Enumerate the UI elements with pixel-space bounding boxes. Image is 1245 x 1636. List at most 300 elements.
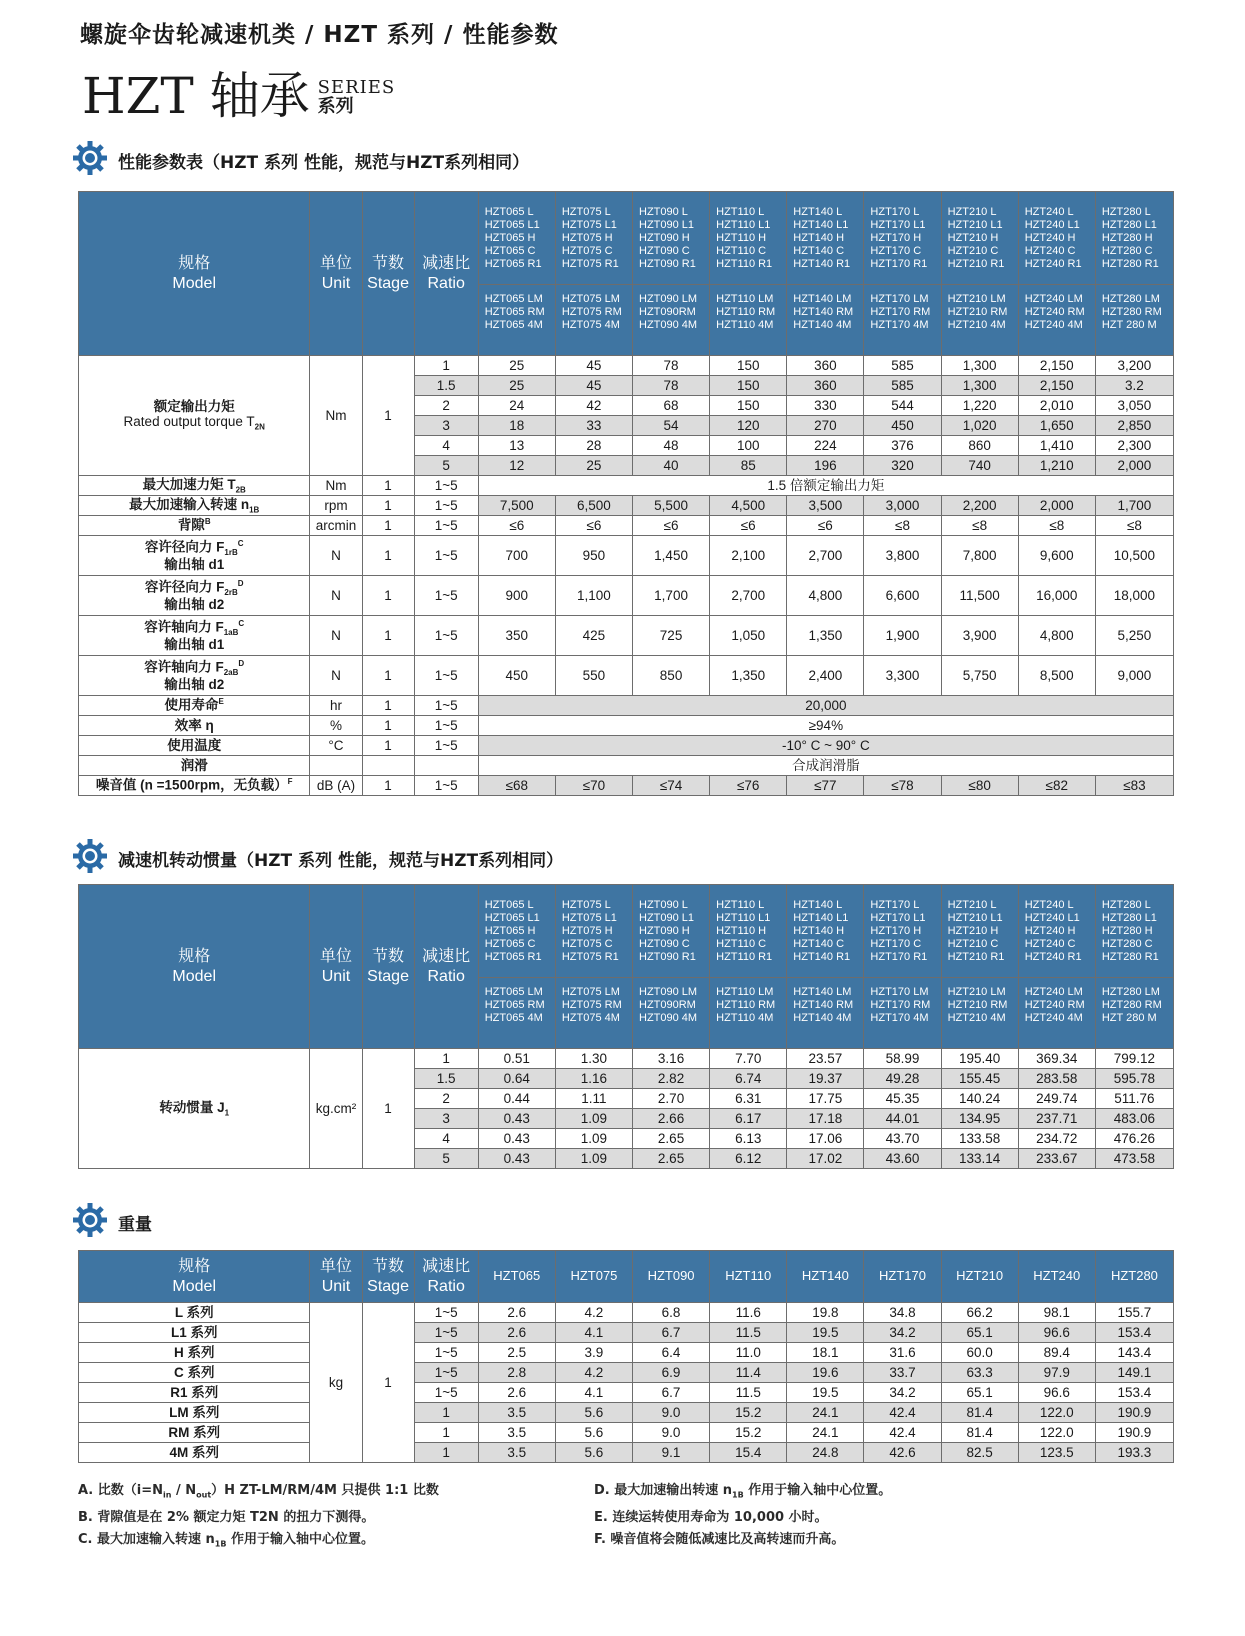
value-cell: 2,000	[1018, 496, 1095, 516]
value-cell: 3,000	[864, 496, 941, 516]
value-cell: 5.6	[555, 1443, 632, 1463]
model-name: HZT170 H	[870, 232, 922, 244]
model-name: HZT090 H	[639, 232, 690, 244]
header-ratio	[414, 885, 478, 1049]
inertia-table	[78, 884, 1174, 1169]
unit-cell: °C	[310, 736, 362, 756]
model-name: HZT170 C	[870, 245, 922, 257]
model-name: HZT065 RM	[484, 999, 545, 1011]
value-cell: 1,220	[941, 396, 1018, 416]
value-cell: ≤82	[1018, 776, 1095, 796]
footnote-b: B. 背隙值是在 2% 额定力矩 T2N 的扭力下测得。	[78, 1509, 375, 1525]
value-cell: ≤8	[1018, 516, 1095, 536]
param-label: 容许轴向力 F	[144, 659, 224, 675]
value-cell: 98.1	[1018, 1303, 1095, 1323]
value-cell: 6.7	[633, 1383, 710, 1403]
model-name: HZT090 L1	[639, 219, 695, 231]
header-stage-en: Stage	[367, 967, 409, 985]
model-name: HZT090RM	[639, 306, 696, 318]
value-cell: 25	[478, 376, 555, 396]
model-group-b	[941, 978, 1018, 1049]
unit-cell: kg	[310, 1303, 362, 1463]
value-cell: 4,800	[1018, 616, 1095, 656]
model-name: HZT110 R1	[716, 258, 773, 270]
value-cell: ≤6	[633, 516, 710, 536]
value-cell: 15.4	[710, 1443, 787, 1463]
value-cell: 11.5	[710, 1323, 787, 1343]
model-name: HZT280 H	[1101, 232, 1153, 244]
model-name: HZT280 LM	[1101, 293, 1160, 305]
value-cell: 8,500	[1018, 656, 1095, 696]
value-cell: 360	[787, 376, 864, 396]
value-cell: 2,850	[1095, 416, 1173, 436]
value-cell: 3,200	[1095, 356, 1173, 376]
header-unit-cn: 单位	[319, 948, 352, 966]
param-rated-torque: 额定输出力矩 Rated output torque $T_{2N}$	[79, 356, 310, 476]
value-cell: 1,410	[1018, 436, 1095, 456]
param-label: 转动惯量 J	[159, 1099, 225, 1115]
table-row	[79, 496, 1174, 516]
header-unit-en: Unit	[321, 1277, 351, 1295]
model-name: HZT075 LM	[561, 293, 620, 305]
param-label-en: Rated output torque T	[123, 414, 255, 430]
model-group-a	[864, 192, 941, 285]
ratio-cell: 1	[414, 356, 478, 376]
model-name: HZT140 C	[793, 938, 845, 950]
model-name: HZT280 C	[1101, 245, 1153, 257]
value-cell: 1,350	[787, 616, 864, 656]
model-name: HZT065 4M	[484, 319, 543, 331]
header-unit	[310, 885, 362, 1049]
param-efficiency	[79, 716, 310, 736]
value-cell: 3.5	[478, 1443, 555, 1463]
model-name: HZT110 L	[716, 206, 765, 218]
value-cell: 3,300	[864, 656, 941, 696]
model-name: HZT140 RM	[793, 999, 854, 1011]
value-cell: 150	[710, 396, 787, 416]
value-cell: 43.60	[864, 1149, 941, 1169]
value-cell: 6.74	[710, 1069, 787, 1089]
header-model-en: Model	[172, 1277, 216, 1295]
model-name: HZT140 RM	[793, 306, 854, 318]
model-name: HZT210 L1	[947, 912, 1003, 924]
model-group-a	[555, 192, 632, 285]
value-cell: 2.66	[633, 1109, 710, 1129]
header-stage-cn: 节数	[372, 1258, 405, 1276]
value-cell: 193.3	[1095, 1443, 1173, 1463]
value-cell: 15.2	[710, 1403, 787, 1423]
value-cell: 473.58	[1095, 1149, 1173, 1169]
ratio-cell: 1~5	[414, 1383, 478, 1403]
model-name: HZT240 4M	[1024, 319, 1083, 331]
series-name: LM 系列	[79, 1403, 310, 1423]
value-cell: 89.4	[1018, 1343, 1095, 1363]
value-cell: 6.4	[633, 1343, 710, 1363]
model-name: HZT090 L1	[639, 912, 695, 924]
section-header-performance	[72, 140, 529, 180]
model-name: HZT240 L	[1024, 206, 1074, 218]
table-row	[79, 656, 1174, 696]
table-row	[79, 1443, 1174, 1463]
value-cell: 3.5	[478, 1403, 555, 1423]
header-model-cn: 规格	[178, 1258, 211, 1276]
model-header: HZT240	[1018, 1251, 1095, 1303]
value-cell: 44.01	[864, 1109, 941, 1129]
value-cell: 3.2	[1095, 376, 1173, 396]
model-group-b	[633, 285, 710, 356]
value-cell: 155.7	[1095, 1303, 1173, 1323]
stage-cell	[362, 756, 414, 776]
model-name: HZT090 R1	[639, 951, 696, 963]
model-group-a	[787, 885, 864, 978]
value-cell: 2,200	[941, 496, 1018, 516]
series-label-en: SERIES	[317, 77, 396, 98]
stage-cell: 1	[362, 476, 414, 496]
value-cell: 3,050	[1095, 396, 1173, 416]
value-cell: 13	[478, 436, 555, 456]
value-cell: 3,500	[787, 496, 864, 516]
model-name: HZT110 L	[716, 899, 765, 911]
model-name: HZT110 LM	[716, 986, 774, 998]
model-name: HZT170 4M	[870, 319, 929, 331]
value-cell: 6.8	[633, 1303, 710, 1323]
model-name: HZT210 H	[947, 232, 999, 244]
model-name: HZT 280 M	[1101, 319, 1157, 331]
model-name: HZT240 R1	[1024, 258, 1082, 270]
value-cell: 2.8	[478, 1363, 555, 1383]
model-name: HZT110 LM	[716, 293, 774, 305]
model-group-a	[633, 885, 710, 978]
model-name: HZT210 L	[947, 899, 997, 911]
model-group-b	[864, 978, 941, 1049]
value-cell: 6.13	[710, 1129, 787, 1149]
header-row	[79, 192, 1174, 285]
model-name: HZT075 L	[561, 899, 611, 911]
value-cell: 585	[864, 376, 941, 396]
ratio-cell: 3	[414, 1109, 478, 1129]
unit-cell: dB (A)	[310, 776, 362, 796]
value-cell: 3,900	[941, 616, 1018, 656]
gear-icon	[72, 1202, 108, 1242]
value-cell: 1,300	[941, 376, 1018, 396]
model-group-a	[1095, 192, 1173, 285]
value-cell: 11,500	[941, 576, 1018, 616]
model-name: HZT110 4M	[716, 319, 774, 331]
value-cell: 0.64	[478, 1069, 555, 1089]
value-cell: 5.6	[555, 1403, 632, 1423]
model-name: HZT090 C	[639, 938, 690, 950]
value-cell: 4,800	[787, 576, 864, 616]
model-name: HZT090 C	[639, 245, 690, 257]
model-name: HZT140 4M	[793, 1012, 852, 1024]
param-label: 润滑	[180, 757, 208, 773]
value-cell: 1,900	[864, 616, 941, 656]
section-header-weight	[72, 1202, 152, 1242]
model-name: HZT090 L	[639, 206, 688, 218]
model-group-a	[555, 885, 632, 978]
model-name: HZT065 C	[484, 245, 536, 257]
value-cell: 4,500	[710, 496, 787, 516]
value-cell: 3.16	[633, 1049, 710, 1069]
table-row	[79, 476, 1174, 496]
stage-cell: 1	[362, 356, 414, 476]
value-cell: 283.58	[1018, 1069, 1095, 1089]
value-cell: 17.02	[787, 1149, 864, 1169]
value-cell: 78	[633, 356, 710, 376]
value-cell: 233.67	[1018, 1149, 1095, 1169]
value-cell: 25	[555, 456, 632, 476]
value-cell: 123.5	[1018, 1443, 1095, 1463]
value-cell: 270	[787, 416, 864, 436]
model-name: HZT210 RM	[947, 999, 1008, 1011]
value-cell: 4.2	[555, 1303, 632, 1323]
ratio-cell: 1~5	[414, 476, 478, 496]
value-cell: 5.6	[555, 1423, 632, 1443]
value-cell: 799.12	[1095, 1049, 1173, 1069]
model-name: HZT170 RM	[870, 306, 931, 318]
model-name: HZT090 LM	[639, 986, 698, 998]
model-name: HZT075 C	[561, 245, 613, 257]
section-title: 重量	[118, 1214, 152, 1235]
value-cell: 45	[555, 376, 632, 396]
value-cell: 24.1	[787, 1423, 864, 1443]
series-name: RM 系列	[79, 1423, 310, 1443]
model-name: HZT065 LM	[484, 986, 543, 998]
series-label-cn: 系列	[317, 96, 354, 117]
model-name: HZT210 L	[947, 206, 997, 218]
model-group-a	[633, 192, 710, 285]
value-cell: 96.6	[1018, 1383, 1095, 1403]
value-cell: 3,800	[864, 536, 941, 576]
value-cell: 450	[478, 656, 555, 696]
value-cell: 1,020	[941, 416, 1018, 436]
value-cell: 3.5	[478, 1423, 555, 1443]
model-name: HZT140 L1	[793, 912, 849, 924]
ratio-cell: 1~5	[414, 1323, 478, 1343]
table-row	[79, 1383, 1174, 1403]
value-cell: 33	[555, 416, 632, 436]
model-name: HZT090 L	[639, 899, 688, 911]
unit-cell: arcmin	[310, 516, 362, 536]
ratio-cell: 4	[414, 1129, 478, 1149]
value-cell: 595.78	[1095, 1069, 1173, 1089]
model-name: HZT140 LM	[793, 986, 852, 998]
value-cell: 17.06	[787, 1129, 864, 1149]
value-cell: 134.95	[941, 1109, 1018, 1129]
ratio-cell: 1~5	[414, 496, 478, 516]
series-name: 4M 系列	[79, 1443, 310, 1463]
model-name: HZT075 H	[561, 232, 613, 244]
ratio-cell: 1~5	[414, 736, 478, 756]
ratio-cell: 1~5	[414, 656, 478, 696]
param-label-shaft: 输出轴 d1	[164, 556, 225, 572]
model-name: HZT240 RM	[1024, 999, 1085, 1011]
value-cell: ≤6	[555, 516, 632, 536]
model-name: HZT170 R1	[870, 258, 928, 270]
table-row	[79, 776, 1174, 796]
model-name: HZT240 H	[1024, 925, 1076, 937]
footnote-f: F. 噪音值将会随低减速比及高转速而升高。	[594, 1531, 845, 1547]
value-cell: ≤70	[555, 776, 632, 796]
value-cell: 376	[864, 436, 941, 456]
model-name: HZT075 RM	[561, 306, 622, 318]
value-cell: 224	[787, 436, 864, 456]
model-group-a	[1018, 885, 1095, 978]
unit-cell: N	[310, 576, 362, 616]
model-name: HZT110 4M	[716, 1012, 774, 1024]
value-cell: 5,750	[941, 656, 1018, 696]
unit-cell: %	[310, 716, 362, 736]
model-header: HZT140	[787, 1251, 864, 1303]
value-cell: 544	[864, 396, 941, 416]
model-group-b	[710, 285, 787, 356]
unit-cell: N	[310, 536, 362, 576]
model-name: HZT170 LM	[870, 293, 929, 305]
header-model-en: Model	[172, 274, 216, 292]
value-cell: 34.2	[864, 1383, 941, 1403]
value-cell: 1.16	[555, 1069, 632, 1089]
param-max_torque: 最大加速力矩 $T_{2B}$	[79, 476, 310, 496]
value-cell: 68	[633, 396, 710, 416]
ratio-cell: 1.5	[414, 1069, 478, 1089]
value-cell: 23.57	[787, 1049, 864, 1069]
model-name: HZT065 4M	[484, 1012, 543, 1024]
model-group-b	[555, 285, 632, 356]
model-name: HZT280 L1	[1101, 912, 1157, 924]
value-cell: 850	[633, 656, 710, 696]
header-ratio	[414, 192, 478, 356]
header-row	[79, 1251, 1174, 1303]
value-cell: 1,700	[1095, 496, 1173, 516]
model-name: HZT075 C	[561, 938, 613, 950]
model-name: HZT110 H	[716, 925, 767, 937]
model-name: HZT170 RM	[870, 999, 931, 1011]
value-cell: 195.40	[941, 1049, 1018, 1069]
model-name: HZT110 RM	[716, 999, 776, 1011]
model-header: HZT090	[633, 1251, 710, 1303]
value-cell: 122.0	[1018, 1403, 1095, 1423]
header-ratio-en: Ratio	[427, 967, 465, 985]
model-name: HZT 280 M	[1101, 1012, 1157, 1024]
model-name: HZT075 L1	[561, 219, 617, 231]
value-cell: 350	[478, 616, 555, 656]
value-cell: 6.7	[633, 1323, 710, 1343]
value-cell: 96.6	[1018, 1323, 1095, 1343]
model-name: HZT140 L	[793, 206, 843, 218]
stage-cell: 1	[362, 576, 414, 616]
model-name: HZT090 4M	[639, 1012, 698, 1024]
header-ratio-cn: 减速比	[422, 1258, 471, 1276]
value-cell: 9,600	[1018, 536, 1095, 576]
model-group-b	[555, 978, 632, 1049]
model-group-a	[710, 885, 787, 978]
model-name: HZT280 RM	[1101, 999, 1162, 1011]
value-cell: 19.6	[787, 1363, 864, 1383]
model-name: HZT140 H	[793, 925, 845, 937]
header-unit	[310, 192, 362, 356]
header-model	[79, 1251, 310, 1303]
value-cell: 6.17	[710, 1109, 787, 1129]
value-cell: 45.35	[864, 1089, 941, 1109]
unit-cell	[310, 756, 362, 776]
table-row	[79, 536, 1174, 576]
stage-cell: 1	[362, 496, 414, 516]
breadcrumb: 螺旋伞齿轮减速机类 / HZT 系列 / 性能参数	[80, 22, 559, 48]
model-name: HZT280 L	[1101, 899, 1151, 911]
table-row	[79, 1323, 1174, 1343]
value-cell: ≤74	[633, 776, 710, 796]
model-name: HZT170 C	[870, 938, 922, 950]
table-row	[79, 716, 1174, 736]
table-row	[79, 1343, 1174, 1363]
value-cell: 2.65	[633, 1149, 710, 1169]
value-cell: 48	[633, 436, 710, 456]
param-label: 效率 η	[174, 717, 214, 733]
performance-table	[78, 191, 1174, 796]
ratio-cell: 2	[414, 1089, 478, 1109]
value-cell: 42	[555, 396, 632, 416]
unit-cell: kg.cm²	[310, 1049, 362, 1169]
gear-icon	[72, 140, 108, 180]
merged-value-cell: 合成润滑脂	[478, 756, 1173, 776]
value-cell: 81.4	[941, 1403, 1018, 1423]
param-life: 使用寿命$^E$	[79, 696, 310, 716]
value-cell: 42.4	[864, 1403, 941, 1423]
model-name: HZT065 L	[484, 899, 534, 911]
model-name: HZT140 C	[793, 245, 845, 257]
param-label: 噪音值 (n =1500rpm，无负载）	[95, 777, 288, 793]
model-group-b	[633, 978, 710, 1049]
value-cell: 476.26	[1095, 1129, 1173, 1149]
value-cell: 360	[787, 356, 864, 376]
value-cell: 425	[555, 616, 632, 656]
value-cell: 725	[633, 616, 710, 656]
unit-cell: Nm	[310, 476, 362, 496]
value-cell: 153.4	[1095, 1383, 1173, 1403]
model-name: HZT210 H	[947, 925, 999, 937]
model-name: HZT075 R1	[561, 258, 619, 270]
unit-cell: rpm	[310, 496, 362, 516]
param-label: 最大加速力矩 T	[142, 476, 236, 492]
footnote-d: D. 最大加速输出转速 $n_{1B}$ 作用于输入轴中心位置。	[594, 1483, 892, 1500]
value-cell: 9.0	[633, 1403, 710, 1423]
footnotes-right	[594, 1480, 891, 1551]
value-cell: 122.0	[1018, 1423, 1095, 1443]
model-name: HZT210 RM	[947, 306, 1008, 318]
model-group-b	[478, 978, 555, 1049]
model-header: HZT210	[941, 1251, 1018, 1303]
value-cell: ≤80	[941, 776, 1018, 796]
model-name: HZT140 L	[793, 899, 843, 911]
value-cell: 1.09	[555, 1129, 632, 1149]
value-cell: 700	[478, 536, 555, 576]
stage-cell: 1	[362, 716, 414, 736]
param-radial2: 容许径向力 $F_{2rB}^D$ 输出轴 d2	[79, 576, 310, 616]
value-cell: 19.5	[787, 1383, 864, 1403]
value-cell: 82.5	[941, 1443, 1018, 1463]
series-title	[82, 62, 395, 124]
param-label-shaft: 输出轴 d2	[164, 596, 225, 612]
header-model	[79, 192, 310, 356]
value-cell: 34.8	[864, 1303, 941, 1323]
header-ratio-cn: 减速比	[422, 948, 471, 966]
model-name: HZT065 L1	[484, 219, 540, 231]
model-group-b	[1095, 285, 1173, 356]
ratio-cell: 1~5	[414, 1303, 478, 1323]
model-name: HZT170 R1	[870, 951, 928, 963]
model-name: HZT065 R1	[484, 951, 542, 963]
value-cell: 7,800	[941, 536, 1018, 576]
